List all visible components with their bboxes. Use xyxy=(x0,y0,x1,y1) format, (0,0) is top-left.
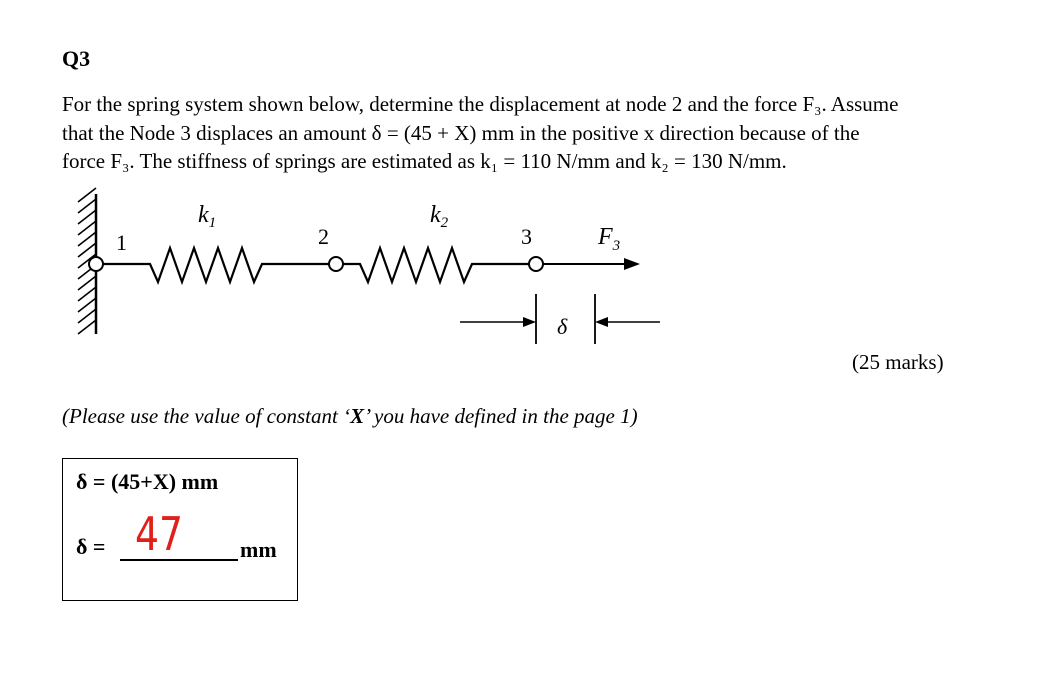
delta-left-arrow-head xyxy=(523,317,536,327)
handwritten-answer: 47 xyxy=(135,507,184,561)
force-label: $F_3$ xyxy=(598,224,621,254)
question-line: that the Node 3 displaces an amount δ = (45 + X) mm in the positive x direction because of the xyxy=(62,120,860,145)
node-1-label: 1 xyxy=(116,230,127,255)
node-2-circle xyxy=(329,257,343,271)
question-heading: Q3 xyxy=(62,46,91,71)
spring-k2-label: $k_2$ xyxy=(430,202,449,231)
answer-box xyxy=(62,458,298,601)
spring-k2 xyxy=(343,248,530,282)
node-3-circle xyxy=(529,257,543,271)
delta-label: δ xyxy=(557,314,568,339)
force-arrow-head xyxy=(624,258,640,270)
spring-system-diagram xyxy=(60,182,680,352)
delta-right-arrow-head xyxy=(595,317,608,327)
question-line: For the spring system shown below, determine the displacement at node 2 and the force F₃. Assume xyxy=(62,92,899,116)
marks-label: (25 marks) xyxy=(852,350,944,374)
answer-label: δ = xyxy=(76,534,106,559)
node-1-circle xyxy=(89,257,103,271)
delta-formula: δ = (45+X) mm xyxy=(76,469,219,494)
question-text xyxy=(62,90,1002,176)
instruction-note: (Please use the value of constant ‘X’ you have defined in the page 1) xyxy=(62,404,638,428)
spring-k1-label: $k_1$ xyxy=(198,202,217,231)
question-line: force F₃. The stiffness of springs are estimated as k₁ = 110 N/mm and k₂ = 130 N/mm. xyxy=(62,149,787,173)
spring-k1 xyxy=(101,248,329,282)
node-3-label: 3 xyxy=(521,224,532,249)
answer-unit: mm xyxy=(240,537,277,562)
node-2-label: 2 xyxy=(318,224,329,249)
